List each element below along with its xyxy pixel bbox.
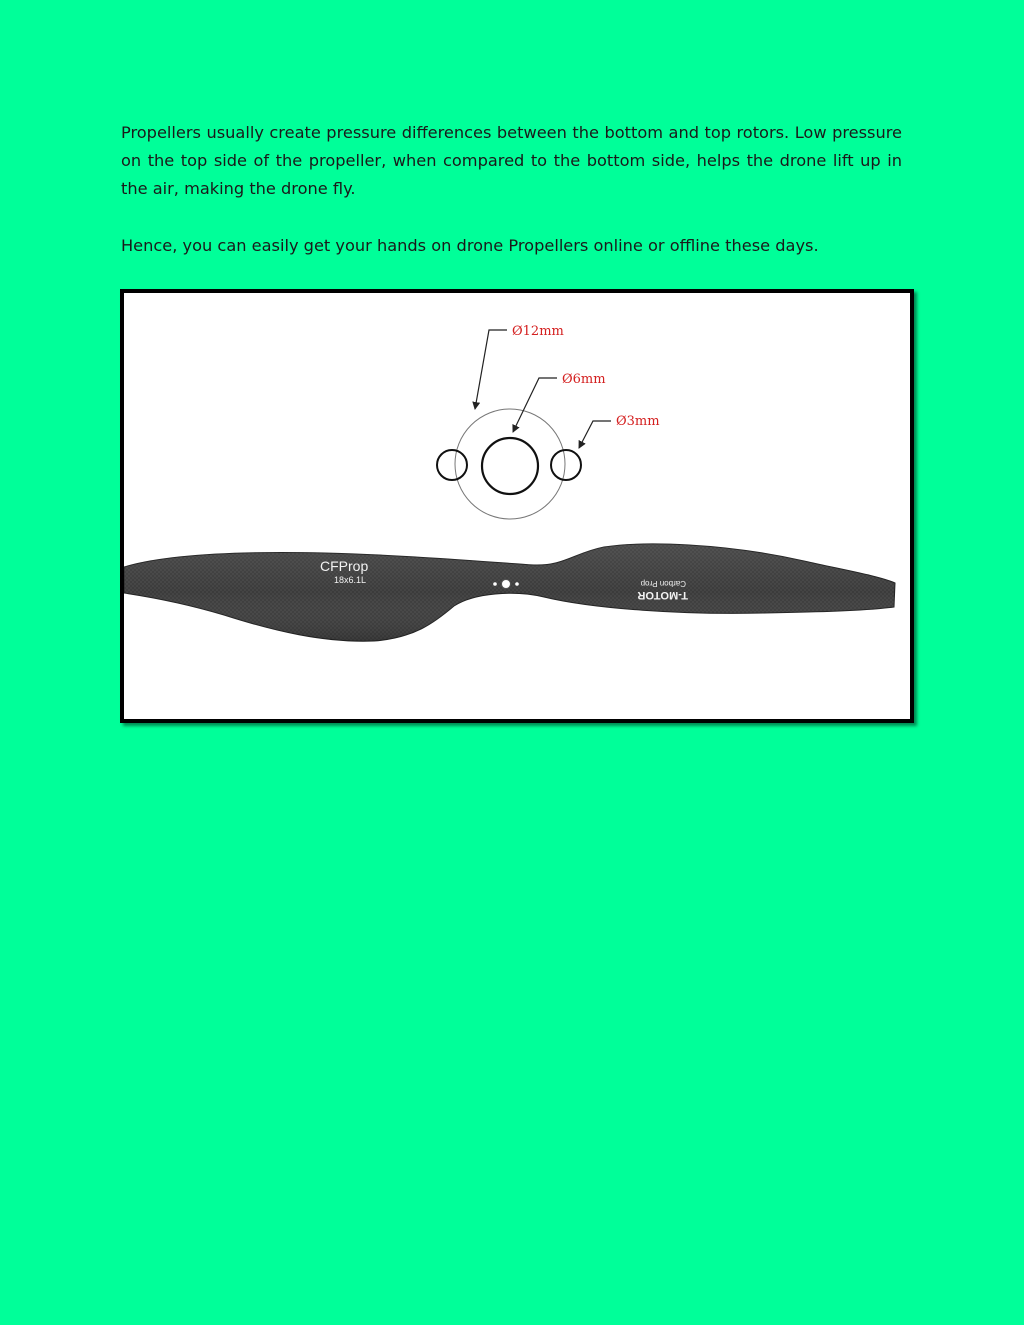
label-3mm: Ø3mm — [616, 414, 660, 429]
propeller-diagram — [124, 293, 910, 719]
propeller-figure — [120, 289, 914, 723]
body-paragraph-2: Hence, you can easily get your hands on drone Propellers online or offline these days. — [121, 236, 819, 255]
leader-line-12mm — [475, 330, 507, 409]
label-12mm: Ø12mm — [512, 324, 564, 339]
body-paragraph-1: Propellers usually create pressure differences between the bottom and top rotors. Low pressure on the top side of the propeller, when compared to the bottom side, helps the drone lift up in the air, making the drone fly. — [121, 123, 902, 198]
model-label: 18x6.1L — [334, 575, 367, 585]
hub-pin-left — [493, 582, 497, 586]
label-6mm: Ø6mm — [562, 372, 606, 387]
hub-pin-right — [515, 582, 519, 586]
brand-right-subtitle: Carbon Prop — [640, 579, 686, 588]
hub-hole — [502, 580, 511, 589]
brand-left-logo: CFProp — [320, 558, 369, 574]
hub-hole-diagram — [437, 324, 660, 519]
leader-line-3mm — [579, 421, 611, 448]
brand-right-logo: T-MOTOR — [637, 589, 688, 601]
outer-circle-12mm — [455, 409, 565, 519]
side-hole-right-3mm — [551, 450, 581, 480]
propeller-blade — [124, 544, 895, 641]
side-hole-left-3mm — [437, 450, 467, 480]
leader-line-6mm — [513, 378, 557, 432]
center-hole-6mm — [482, 438, 538, 494]
